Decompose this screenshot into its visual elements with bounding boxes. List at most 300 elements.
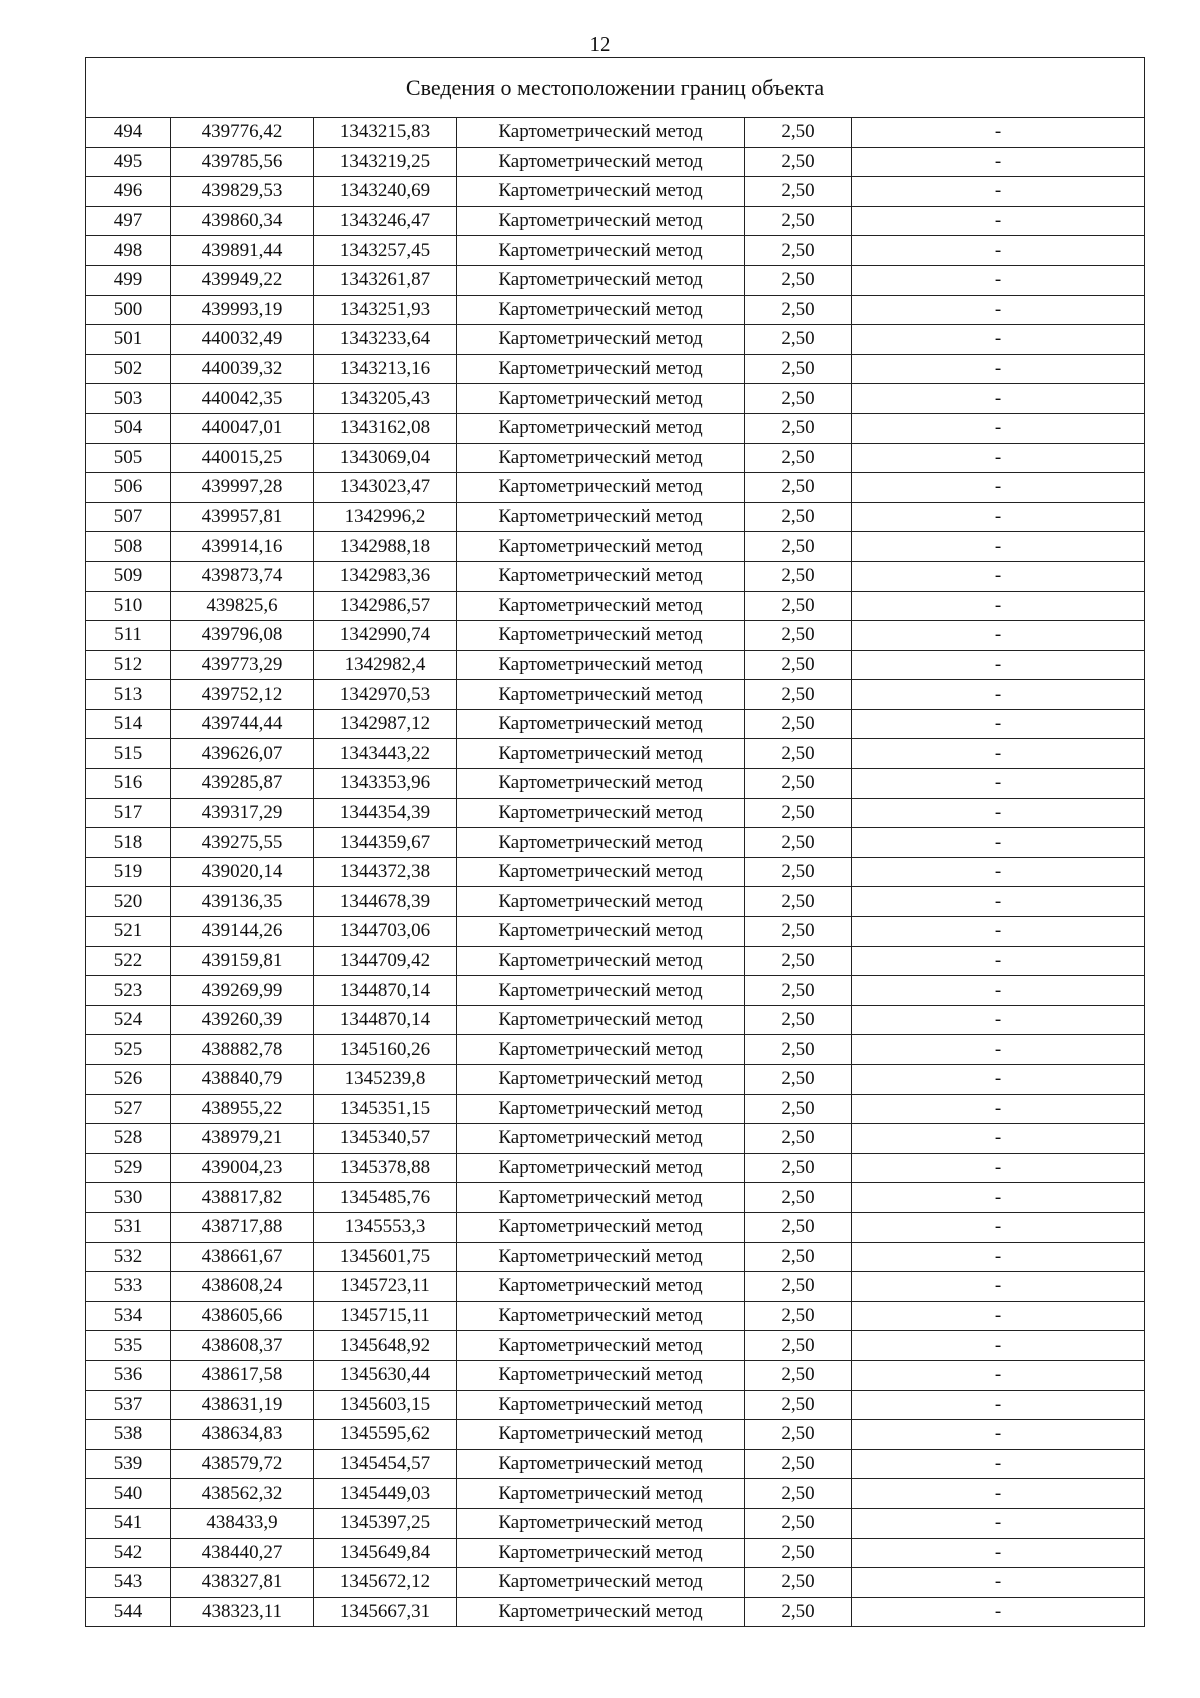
x-coordinate-cell: 439957,81 bbox=[171, 502, 314, 532]
x-coordinate-cell: 439873,74 bbox=[171, 561, 314, 591]
description-cell: - bbox=[852, 1597, 1145, 1627]
x-coordinate-cell: 440039,32 bbox=[171, 354, 314, 384]
method-cell: Картометрический метод bbox=[457, 828, 745, 858]
description-cell: - bbox=[852, 739, 1145, 769]
y-coordinate-cell: 1345397,25 bbox=[314, 1508, 457, 1538]
point-number-cell: 519 bbox=[86, 857, 171, 887]
table-row bbox=[86, 1272, 1145, 1302]
accuracy-cell: 2,50 bbox=[745, 650, 852, 680]
x-coordinate-cell: 438955,22 bbox=[171, 1094, 314, 1124]
table-row bbox=[86, 1153, 1145, 1183]
table-body bbox=[86, 118, 1145, 1627]
y-coordinate-cell: 1345723,11 bbox=[314, 1272, 457, 1302]
y-coordinate-cell: 1344354,39 bbox=[314, 798, 457, 828]
x-coordinate-cell: 438617,58 bbox=[171, 1360, 314, 1390]
table-row bbox=[86, 946, 1145, 976]
table-row bbox=[86, 917, 1145, 947]
accuracy-cell: 2,50 bbox=[745, 1568, 852, 1598]
accuracy-cell: 2,50 bbox=[745, 591, 852, 621]
accuracy-cell: 2,50 bbox=[745, 354, 852, 384]
y-coordinate-cell: 1345648,92 bbox=[314, 1331, 457, 1361]
x-coordinate-cell: 439144,26 bbox=[171, 917, 314, 947]
accuracy-cell: 2,50 bbox=[745, 621, 852, 651]
point-number-cell: 544 bbox=[86, 1597, 171, 1627]
table-row bbox=[86, 1094, 1145, 1124]
point-number-cell: 535 bbox=[86, 1331, 171, 1361]
y-coordinate-cell: 1342983,36 bbox=[314, 561, 457, 591]
accuracy-cell: 2,50 bbox=[745, 1449, 852, 1479]
x-coordinate-cell: 438608,37 bbox=[171, 1331, 314, 1361]
method-cell: Картометрический метод bbox=[457, 1597, 745, 1627]
page-number: 12 bbox=[589, 32, 611, 56]
method-cell: Картометрический метод bbox=[457, 650, 745, 680]
x-coordinate-cell: 438608,24 bbox=[171, 1272, 314, 1302]
point-number-cell: 542 bbox=[86, 1538, 171, 1568]
table-row bbox=[86, 1065, 1145, 1095]
description-cell: - bbox=[852, 798, 1145, 828]
x-coordinate-cell: 440015,25 bbox=[171, 443, 314, 473]
point-number-cell: 532 bbox=[86, 1242, 171, 1272]
table-row bbox=[86, 887, 1145, 917]
table-row bbox=[86, 177, 1145, 207]
method-cell: Картометрический метод bbox=[457, 591, 745, 621]
table-row bbox=[86, 473, 1145, 503]
point-number-cell: 515 bbox=[86, 739, 171, 769]
description-cell: - bbox=[852, 709, 1145, 739]
y-coordinate-cell: 1345667,31 bbox=[314, 1597, 457, 1627]
y-coordinate-cell: 1343023,47 bbox=[314, 473, 457, 503]
method-cell: Картометрический метод bbox=[457, 1005, 745, 1035]
y-coordinate-cell: 1344870,14 bbox=[314, 976, 457, 1006]
method-cell: Картометрический метод bbox=[457, 1212, 745, 1242]
x-coordinate-cell: 439020,14 bbox=[171, 857, 314, 887]
x-coordinate-cell: 440042,35 bbox=[171, 384, 314, 414]
accuracy-cell: 2,50 bbox=[745, 1035, 852, 1065]
description-cell: - bbox=[852, 1331, 1145, 1361]
description-cell: - bbox=[852, 1449, 1145, 1479]
y-coordinate-cell: 1344870,14 bbox=[314, 1005, 457, 1035]
x-coordinate-cell: 439825,6 bbox=[171, 591, 314, 621]
point-number-cell: 502 bbox=[86, 354, 171, 384]
accuracy-cell: 2,50 bbox=[745, 502, 852, 532]
description-cell: - bbox=[852, 1479, 1145, 1509]
method-cell: Картометрический метод bbox=[457, 976, 745, 1006]
y-coordinate-cell: 1342990,74 bbox=[314, 621, 457, 651]
method-cell: Картометрический метод bbox=[457, 354, 745, 384]
x-coordinate-cell: 439785,56 bbox=[171, 147, 314, 177]
x-coordinate-cell: 438433,9 bbox=[171, 1508, 314, 1538]
method-cell: Картометрический метод bbox=[457, 946, 745, 976]
description-cell: - bbox=[852, 295, 1145, 325]
accuracy-cell: 2,50 bbox=[745, 265, 852, 295]
method-cell: Картометрический метод bbox=[457, 1568, 745, 1598]
point-number-cell: 507 bbox=[86, 502, 171, 532]
accuracy-cell: 2,50 bbox=[745, 1508, 852, 1538]
point-number-cell: 501 bbox=[86, 325, 171, 355]
accuracy-cell: 2,50 bbox=[745, 1597, 852, 1627]
table-row bbox=[86, 1479, 1145, 1509]
y-coordinate-cell: 1345715,11 bbox=[314, 1301, 457, 1331]
point-number-cell: 505 bbox=[86, 443, 171, 473]
x-coordinate-cell: 439860,34 bbox=[171, 206, 314, 236]
point-number-cell: 534 bbox=[86, 1301, 171, 1331]
table-row bbox=[86, 502, 1145, 532]
point-number-cell: 512 bbox=[86, 650, 171, 680]
y-coordinate-cell: 1345649,84 bbox=[314, 1538, 457, 1568]
description-cell: - bbox=[852, 532, 1145, 562]
description-cell: - bbox=[852, 976, 1145, 1006]
description-cell: - bbox=[852, 1538, 1145, 1568]
accuracy-cell: 2,50 bbox=[745, 798, 852, 828]
table-row bbox=[86, 709, 1145, 739]
accuracy-cell: 2,50 bbox=[745, 561, 852, 591]
accuracy-cell: 2,50 bbox=[745, 887, 852, 917]
y-coordinate-cell: 1342970,53 bbox=[314, 680, 457, 710]
description-cell: - bbox=[852, 1005, 1145, 1035]
point-number-cell: 541 bbox=[86, 1508, 171, 1538]
table-title-row bbox=[86, 58, 1145, 118]
table-row bbox=[86, 325, 1145, 355]
x-coordinate-cell: 438840,79 bbox=[171, 1065, 314, 1095]
point-number-cell: 508 bbox=[86, 532, 171, 562]
y-coordinate-cell: 1345595,62 bbox=[314, 1420, 457, 1450]
point-number-cell: 527 bbox=[86, 1094, 171, 1124]
y-coordinate-cell: 1344703,06 bbox=[314, 917, 457, 947]
description-cell: - bbox=[852, 236, 1145, 266]
description-cell: - bbox=[852, 769, 1145, 799]
accuracy-cell: 2,50 bbox=[745, 680, 852, 710]
description-cell: - bbox=[852, 1065, 1145, 1095]
method-cell: Картометрический метод bbox=[457, 1420, 745, 1450]
description-cell: - bbox=[852, 1301, 1145, 1331]
y-coordinate-cell: 1343205,43 bbox=[314, 384, 457, 414]
description-cell: - bbox=[852, 265, 1145, 295]
table-row bbox=[86, 206, 1145, 236]
point-number-cell: 536 bbox=[86, 1360, 171, 1390]
description-cell: - bbox=[852, 325, 1145, 355]
point-number-cell: 497 bbox=[86, 206, 171, 236]
description-cell: - bbox=[852, 561, 1145, 591]
method-cell: Картометрический метод bbox=[457, 236, 745, 266]
x-coordinate-cell: 439744,44 bbox=[171, 709, 314, 739]
accuracy-cell: 2,50 bbox=[745, 709, 852, 739]
x-coordinate-cell: 438323,11 bbox=[171, 1597, 314, 1627]
method-cell: Картометрический метод bbox=[457, 887, 745, 917]
method-cell: Картометрический метод bbox=[457, 1301, 745, 1331]
table-row bbox=[86, 1449, 1145, 1479]
accuracy-cell: 2,50 bbox=[745, 917, 852, 947]
point-number-cell: 513 bbox=[86, 680, 171, 710]
table-row bbox=[86, 1183, 1145, 1213]
method-cell: Картометрический метод bbox=[457, 295, 745, 325]
description-cell: - bbox=[852, 621, 1145, 651]
method-cell: Картометрический метод bbox=[457, 265, 745, 295]
description-cell: - bbox=[852, 828, 1145, 858]
description-cell: - bbox=[852, 473, 1145, 503]
table-row bbox=[86, 1035, 1145, 1065]
point-number-cell: 500 bbox=[86, 295, 171, 325]
table-row bbox=[86, 532, 1145, 562]
method-cell: Картометрический метод bbox=[457, 1242, 745, 1272]
table-row bbox=[86, 680, 1145, 710]
table-row bbox=[86, 1508, 1145, 1538]
description-cell: - bbox=[852, 946, 1145, 976]
description-cell: - bbox=[852, 384, 1145, 414]
accuracy-cell: 2,50 bbox=[745, 1420, 852, 1450]
y-coordinate-cell: 1344372,38 bbox=[314, 857, 457, 887]
accuracy-cell: 2,50 bbox=[745, 1005, 852, 1035]
description-cell: - bbox=[852, 1390, 1145, 1420]
table-row bbox=[86, 443, 1145, 473]
method-cell: Картометрический метод bbox=[457, 177, 745, 207]
y-coordinate-cell: 1345485,76 bbox=[314, 1183, 457, 1213]
point-number-cell: 525 bbox=[86, 1035, 171, 1065]
point-number-cell: 540 bbox=[86, 1479, 171, 1509]
accuracy-cell: 2,50 bbox=[745, 1390, 852, 1420]
x-coordinate-cell: 438979,21 bbox=[171, 1124, 314, 1154]
description-cell: - bbox=[852, 591, 1145, 621]
x-coordinate-cell: 438717,88 bbox=[171, 1212, 314, 1242]
point-number-cell: 531 bbox=[86, 1212, 171, 1242]
table-row bbox=[86, 384, 1145, 414]
table-row bbox=[86, 1124, 1145, 1154]
y-coordinate-cell: 1343246,47 bbox=[314, 206, 457, 236]
description-cell: - bbox=[852, 354, 1145, 384]
y-coordinate-cell: 1343261,87 bbox=[314, 265, 457, 295]
x-coordinate-cell: 438562,32 bbox=[171, 1479, 314, 1509]
y-coordinate-cell: 1343215,83 bbox=[314, 118, 457, 148]
x-coordinate-cell: 439275,55 bbox=[171, 828, 314, 858]
accuracy-cell: 2,50 bbox=[745, 473, 852, 503]
y-coordinate-cell: 1343251,93 bbox=[314, 295, 457, 325]
method-cell: Картометрический метод bbox=[457, 917, 745, 947]
method-cell: Картометрический метод bbox=[457, 561, 745, 591]
point-number-cell: 528 bbox=[86, 1124, 171, 1154]
accuracy-cell: 2,50 bbox=[745, 1538, 852, 1568]
point-number-cell: 516 bbox=[86, 769, 171, 799]
table-row bbox=[86, 769, 1145, 799]
point-number-cell: 503 bbox=[86, 384, 171, 414]
table-row bbox=[86, 591, 1145, 621]
description-cell: - bbox=[852, 1124, 1145, 1154]
table-row bbox=[86, 1005, 1145, 1035]
accuracy-cell: 2,50 bbox=[745, 1212, 852, 1242]
x-coordinate-cell: 439997,28 bbox=[171, 473, 314, 503]
description-cell: - bbox=[852, 1035, 1145, 1065]
y-coordinate-cell: 1344709,42 bbox=[314, 946, 457, 976]
x-coordinate-cell: 439949,22 bbox=[171, 265, 314, 295]
accuracy-cell: 2,50 bbox=[745, 857, 852, 887]
method-cell: Картометрический метод bbox=[457, 1272, 745, 1302]
description-cell: - bbox=[852, 917, 1145, 947]
x-coordinate-cell: 440047,01 bbox=[171, 413, 314, 443]
boundary-coordinates-table bbox=[85, 57, 1145, 1627]
method-cell: Картометрический метод bbox=[457, 1508, 745, 1538]
x-coordinate-cell: 438882,78 bbox=[171, 1035, 314, 1065]
method-cell: Картометрический метод bbox=[457, 1390, 745, 1420]
accuracy-cell: 2,50 bbox=[745, 1065, 852, 1095]
accuracy-cell: 2,50 bbox=[745, 1301, 852, 1331]
point-number-cell: 543 bbox=[86, 1568, 171, 1598]
table-row bbox=[86, 295, 1145, 325]
accuracy-cell: 2,50 bbox=[745, 325, 852, 355]
x-coordinate-cell: 439796,08 bbox=[171, 621, 314, 651]
point-number-cell: 533 bbox=[86, 1272, 171, 1302]
y-coordinate-cell: 1343240,69 bbox=[314, 177, 457, 207]
description-cell: - bbox=[852, 887, 1145, 917]
point-number-cell: 494 bbox=[86, 118, 171, 148]
y-coordinate-cell: 1342988,18 bbox=[314, 532, 457, 562]
table-row bbox=[86, 739, 1145, 769]
point-number-cell: 537 bbox=[86, 1390, 171, 1420]
accuracy-cell: 2,50 bbox=[745, 413, 852, 443]
description-cell: - bbox=[852, 1094, 1145, 1124]
description-cell: - bbox=[852, 650, 1145, 680]
table-row bbox=[86, 147, 1145, 177]
accuracy-cell: 2,50 bbox=[745, 828, 852, 858]
method-cell: Картометрический метод bbox=[457, 384, 745, 414]
accuracy-cell: 2,50 bbox=[745, 1153, 852, 1183]
x-coordinate-cell: 439752,12 bbox=[171, 680, 314, 710]
x-coordinate-cell: 439891,44 bbox=[171, 236, 314, 266]
y-coordinate-cell: 1345603,15 bbox=[314, 1390, 457, 1420]
method-cell: Картометрический метод bbox=[457, 1094, 745, 1124]
table-row bbox=[86, 621, 1145, 651]
method-cell: Картометрический метод bbox=[457, 325, 745, 355]
accuracy-cell: 2,50 bbox=[745, 769, 852, 799]
y-coordinate-cell: 1343353,96 bbox=[314, 769, 457, 799]
y-coordinate-cell: 1343162,08 bbox=[314, 413, 457, 443]
method-cell: Картометрический метод bbox=[457, 1183, 745, 1213]
y-coordinate-cell: 1345454,57 bbox=[314, 1449, 457, 1479]
point-number-cell: 496 bbox=[86, 177, 171, 207]
table-row bbox=[86, 1597, 1145, 1627]
accuracy-cell: 2,50 bbox=[745, 1094, 852, 1124]
x-coordinate-cell: 438327,81 bbox=[171, 1568, 314, 1598]
x-coordinate-cell: 438634,83 bbox=[171, 1420, 314, 1450]
table-row bbox=[86, 1360, 1145, 1390]
method-cell: Картометрический метод bbox=[457, 739, 745, 769]
y-coordinate-cell: 1345378,88 bbox=[314, 1153, 457, 1183]
table-row bbox=[86, 1390, 1145, 1420]
table-row bbox=[86, 1568, 1145, 1598]
point-number-cell: 523 bbox=[86, 976, 171, 1006]
point-number-cell: 526 bbox=[86, 1065, 171, 1095]
accuracy-cell: 2,50 bbox=[745, 206, 852, 236]
accuracy-cell: 2,50 bbox=[745, 1479, 852, 1509]
method-cell: Картометрический метод bbox=[457, 1331, 745, 1361]
accuracy-cell: 2,50 bbox=[745, 118, 852, 148]
y-coordinate-cell: 1345553,3 bbox=[314, 1212, 457, 1242]
method-cell: Картометрический метод bbox=[457, 413, 745, 443]
description-cell: - bbox=[852, 1420, 1145, 1450]
point-number-cell: 499 bbox=[86, 265, 171, 295]
y-coordinate-cell: 1345239,8 bbox=[314, 1065, 457, 1095]
accuracy-cell: 2,50 bbox=[745, 739, 852, 769]
method-cell: Картометрический метод bbox=[457, 1538, 745, 1568]
point-number-cell: 521 bbox=[86, 917, 171, 947]
point-number-cell: 511 bbox=[86, 621, 171, 651]
description-cell: - bbox=[852, 147, 1145, 177]
method-cell: Картометрический метод bbox=[457, 1153, 745, 1183]
accuracy-cell: 2,50 bbox=[745, 976, 852, 1006]
method-cell: Картометрический метод bbox=[457, 709, 745, 739]
description-cell: - bbox=[852, 1212, 1145, 1242]
point-number-cell: 538 bbox=[86, 1420, 171, 1450]
description-cell: - bbox=[852, 1272, 1145, 1302]
description-cell: - bbox=[852, 118, 1145, 148]
x-coordinate-cell: 439285,87 bbox=[171, 769, 314, 799]
table-row bbox=[86, 1301, 1145, 1331]
method-cell: Картометрический метод bbox=[457, 798, 745, 828]
accuracy-cell: 2,50 bbox=[745, 1242, 852, 1272]
accuracy-cell: 2,50 bbox=[745, 295, 852, 325]
description-cell: - bbox=[852, 1568, 1145, 1598]
y-coordinate-cell: 1342982,4 bbox=[314, 650, 457, 680]
description-cell: - bbox=[852, 502, 1145, 532]
description-cell: - bbox=[852, 680, 1145, 710]
y-coordinate-cell: 1345630,44 bbox=[314, 1360, 457, 1390]
x-coordinate-cell: 438817,82 bbox=[171, 1183, 314, 1213]
description-cell: - bbox=[852, 1360, 1145, 1390]
y-coordinate-cell: 1345160,26 bbox=[314, 1035, 457, 1065]
method-cell: Картометрический метод bbox=[457, 1360, 745, 1390]
table-row bbox=[86, 265, 1145, 295]
y-coordinate-cell: 1342986,57 bbox=[314, 591, 457, 621]
accuracy-cell: 2,50 bbox=[745, 147, 852, 177]
x-coordinate-cell: 438661,67 bbox=[171, 1242, 314, 1272]
method-cell: Картометрический метод bbox=[457, 502, 745, 532]
x-coordinate-cell: 439776,42 bbox=[171, 118, 314, 148]
description-cell: - bbox=[852, 1508, 1145, 1538]
accuracy-cell: 2,50 bbox=[745, 177, 852, 207]
x-coordinate-cell: 438631,19 bbox=[171, 1390, 314, 1420]
y-coordinate-cell: 1345340,57 bbox=[314, 1124, 457, 1154]
table-row bbox=[86, 236, 1145, 266]
table-row bbox=[86, 976, 1145, 1006]
table-row bbox=[86, 650, 1145, 680]
x-coordinate-cell: 439159,81 bbox=[171, 946, 314, 976]
table-row bbox=[86, 413, 1145, 443]
y-coordinate-cell: 1343069,04 bbox=[314, 443, 457, 473]
method-cell: Картометрический метод bbox=[457, 147, 745, 177]
x-coordinate-cell: 439269,99 bbox=[171, 976, 314, 1006]
y-coordinate-cell: 1345672,12 bbox=[314, 1568, 457, 1598]
x-coordinate-cell: 439260,39 bbox=[171, 1005, 314, 1035]
accuracy-cell: 2,50 bbox=[745, 1183, 852, 1213]
method-cell: Картометрический метод bbox=[457, 680, 745, 710]
point-number-cell: 524 bbox=[86, 1005, 171, 1035]
accuracy-cell: 2,50 bbox=[745, 236, 852, 266]
table-row bbox=[86, 1331, 1145, 1361]
y-coordinate-cell: 1343257,45 bbox=[314, 236, 457, 266]
description-cell: - bbox=[852, 206, 1145, 236]
method-cell: Картометрический метод bbox=[457, 621, 745, 651]
point-number-cell: 506 bbox=[86, 473, 171, 503]
method-cell: Картометрический метод bbox=[457, 206, 745, 236]
accuracy-cell: 2,50 bbox=[745, 1360, 852, 1390]
y-coordinate-cell: 1345601,75 bbox=[314, 1242, 457, 1272]
method-cell: Картометрический метод bbox=[457, 443, 745, 473]
point-number-cell: 518 bbox=[86, 828, 171, 858]
y-coordinate-cell: 1344359,67 bbox=[314, 828, 457, 858]
method-cell: Картометрический метод bbox=[457, 857, 745, 887]
accuracy-cell: 2,50 bbox=[745, 443, 852, 473]
accuracy-cell: 2,50 bbox=[745, 1331, 852, 1361]
accuracy-cell: 2,50 bbox=[745, 946, 852, 976]
method-cell: Картометрический метод bbox=[457, 1479, 745, 1509]
table-row bbox=[86, 1538, 1145, 1568]
